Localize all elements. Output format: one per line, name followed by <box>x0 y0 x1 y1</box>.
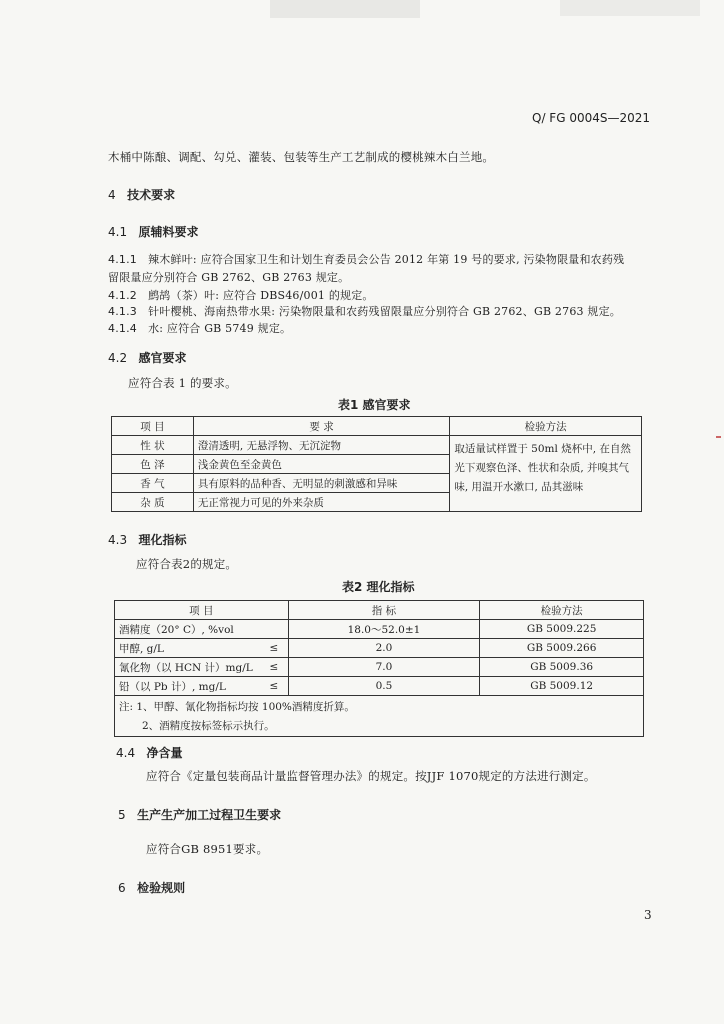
section-4-3-intro: 应符合表2的规定。 <box>136 557 238 571</box>
section-title: 原辅料要求 <box>138 225 199 239</box>
table1-item: 性 状 <box>112 436 194 455</box>
section-4-2-heading <box>108 349 187 366</box>
table2-item: 甲醇, g/L <box>115 639 261 658</box>
table1-sensory <box>111 416 642 512</box>
table1-item: 色 泽 <box>112 455 194 474</box>
clause-4-1-4: 4.1.4 水: 应符合 GB 5749 规定。 <box>108 322 292 335</box>
scan-artifact <box>716 436 721 438</box>
section-title: 感官要求 <box>138 351 187 365</box>
clause-4-1-2: 4.1.2 鹧鸪（茶）叶: 应符合 DBS46/001 的规定。 <box>108 289 374 302</box>
section-4-4-heading <box>116 744 183 761</box>
section-title: 生产生产加工过程卫生要求 <box>137 808 282 822</box>
table1-method-line: 取适量试样置于 50ml 烧杯中, 在自然 <box>454 443 631 455</box>
doc-number: Q/ FG 0004S—2021 <box>532 111 651 125</box>
table1-req: 无正常视力可见的外来杂质 <box>193 493 449 512</box>
section-4-heading <box>108 186 175 203</box>
table1-item: 杂 质 <box>112 493 194 512</box>
table2-item: 酒精度（20° C）, %vol <box>115 620 261 639</box>
section-4-1-heading <box>108 223 199 240</box>
table1-item: 香 气 <box>112 474 194 493</box>
scan-artifact <box>270 0 420 18</box>
table2-method: GB 5009.266 <box>480 639 644 658</box>
clause-4-1-1-cont: 留限量应分别符合 GB 2762、GB 2763 规定。 <box>108 271 350 284</box>
table1-method-line: 光下观察色泽、性状和杂质, 并嗅其气 <box>454 462 630 474</box>
table1-req: 具有原料的品种香、无明显的刺激感和异味 <box>193 474 449 493</box>
table2-item: 氰化物（以 HCN 计）mg/L <box>115 658 261 677</box>
table2-sym: ≤ <box>260 658 288 677</box>
table1-header-method: 检验方法 <box>450 417 642 436</box>
table1-method-cell <box>450 436 642 512</box>
table2-item: 铅（以 Pb 计）, mg/L <box>115 677 261 696</box>
table2-method: GB 5009.36 <box>480 658 644 677</box>
section-number: 5 <box>118 808 126 822</box>
table2-sym: ≤ <box>260 639 288 658</box>
section-number: 4 <box>108 188 116 202</box>
section-6-heading <box>118 879 185 896</box>
continuation-text: 木桶中陈酿、调配、勾兑、灌装、包装等生产工艺制成的樱桃辣木白兰地。 <box>108 150 495 164</box>
table1-caption: 表1 感官要求 <box>338 398 411 412</box>
table2-method: GB 5009.12 <box>480 677 644 696</box>
table2-value: 0.5 <box>288 677 480 696</box>
section-title: 净含量 <box>146 746 183 760</box>
table1-req: 澄清透明, 无悬浮物、无沉淀物 <box>193 436 449 455</box>
scan-artifact <box>560 0 700 16</box>
section-number: 4.3 <box>108 533 128 547</box>
table1-header-req: 要 求 <box>193 417 449 436</box>
table2-header-value: 指 标 <box>288 601 480 620</box>
table2-value: 18.0～52.0±1 <box>288 620 480 639</box>
table2-note: 注: 1、甲醇、氰化物指标均按 100%酒精度折算。 <box>119 701 355 713</box>
section-title: 技术要求 <box>127 188 176 202</box>
table2-header-method: 检验方法 <box>480 601 644 620</box>
table2-note: 2、酒精度按标签标示执行。 <box>142 720 275 732</box>
section-title: 检验规则 <box>137 881 186 895</box>
table1-header-item: 项 目 <box>112 417 194 436</box>
section-number: 4.4 <box>116 746 136 760</box>
table1-method-line: 味, 用温开水漱口, 品其滋味 <box>454 481 584 493</box>
table2-caption: 表2 理化指标 <box>342 580 415 594</box>
table2-method: GB 5009.225 <box>480 620 644 639</box>
section-title: 理化指标 <box>138 533 187 547</box>
section-5-text: 应符合GB 8951要求。 <box>146 842 269 856</box>
section-4-2-intro: 应符合表 1 的要求。 <box>128 376 237 390</box>
section-number: 6 <box>118 881 126 895</box>
section-4-4-text: 应符合《定量包装商品计量监督管理办法》的规定。按JJF 1070规定的方法进行测定。 <box>146 769 596 783</box>
section-number: 4.1 <box>108 225 128 239</box>
section-number: 4.2 <box>108 351 128 365</box>
clause-4-1-1: 4.1.1 辣木鲜叶: 应符合国家卫生和计划生育委员会公告 2012 年第 19 号的要求, 污染物限量和农药残 <box>108 253 625 266</box>
clause-4-1-3: 4.1.3 针叶樱桃、海南热带水果: 污染物限量和农药残留限量应分别符合 GB 2762、GB 2763 规定。 <box>108 305 622 318</box>
section-5-heading <box>118 806 281 823</box>
table2-value: 7.0 <box>288 658 480 677</box>
table2-sym <box>260 620 288 639</box>
section-4-3-heading <box>108 531 187 548</box>
table2-header-item: 项 目 <box>115 601 289 620</box>
page-number: 3 <box>644 908 652 922</box>
table2-value: 2.0 <box>288 639 480 658</box>
table2-physicochemical <box>114 600 644 737</box>
table2-sym: ≤ <box>260 677 288 696</box>
table1-req: 浅金黄色至金黄色 <box>193 455 449 474</box>
table2-notes <box>115 696 644 737</box>
